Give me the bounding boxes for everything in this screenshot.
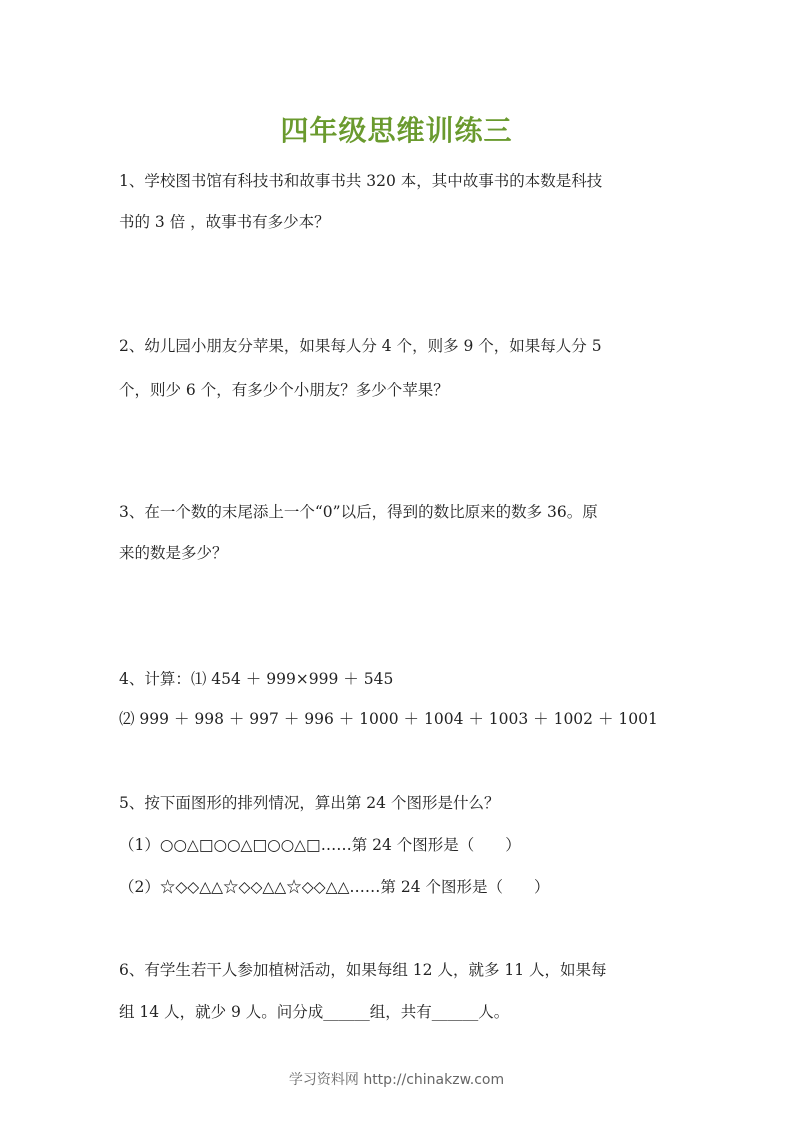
question-4-line-1: 4、计算：⑴ 454 ＋ 999×999 ＋ 545	[119, 670, 394, 688]
question-1-line-2: 书的 3 倍 ，故事书有多少本？	[119, 213, 330, 231]
question-4-line-2: ⑵ 999 ＋ 998 ＋ 997 ＋ 996 ＋ 1000 ＋ 1004 ＋ 1003 ＋ 1002 ＋ 1001	[119, 710, 658, 728]
page-title: 四年级思维训练三	[280, 114, 513, 147]
question-6-line-1: 6、有学生若干人参加植树活动，如果每组 12 人，就多 11 人，如果每	[119, 961, 607, 979]
question-5-line-1: 5、按下面图形的排列情况，算出第 24 个图形是什么？	[119, 794, 500, 812]
question-1-line-1: 1、学校图书馆有科技书和故事书共 320 本，其中故事书的本数是科技	[119, 172, 603, 190]
question-2-line-2: 个，则少 6 个，有多少个小朋友？多少个苹果？	[119, 381, 449, 399]
question-3-line-2: 来的数是多少？	[119, 544, 228, 562]
question-5-sequence-1: （1）○○△□○○△□○○△□……第 24 个图形是（ ）	[119, 836, 521, 854]
question-3-line-1: 3、在一个数的末尾添上一个“0”以后，得到的数比原来的数多 36。原	[119, 503, 598, 521]
question-6-line-2: 组 14 人，就少 9 人。问分成______组，共有______人。	[119, 1003, 510, 1021]
question-5-sequence-2: （2）☆◇◇△△☆◇◇△△☆◇◇△△……第 24 个图形是（ ）	[119, 878, 550, 896]
footer-watermark: 学习资料网 http://chinakzw.com	[288, 1072, 505, 1088]
question-2-line-1: 2、幼儿园小朋友分苹果，如果每人分 4 个，则多 9 个，如果每人分 5	[119, 337, 602, 355]
